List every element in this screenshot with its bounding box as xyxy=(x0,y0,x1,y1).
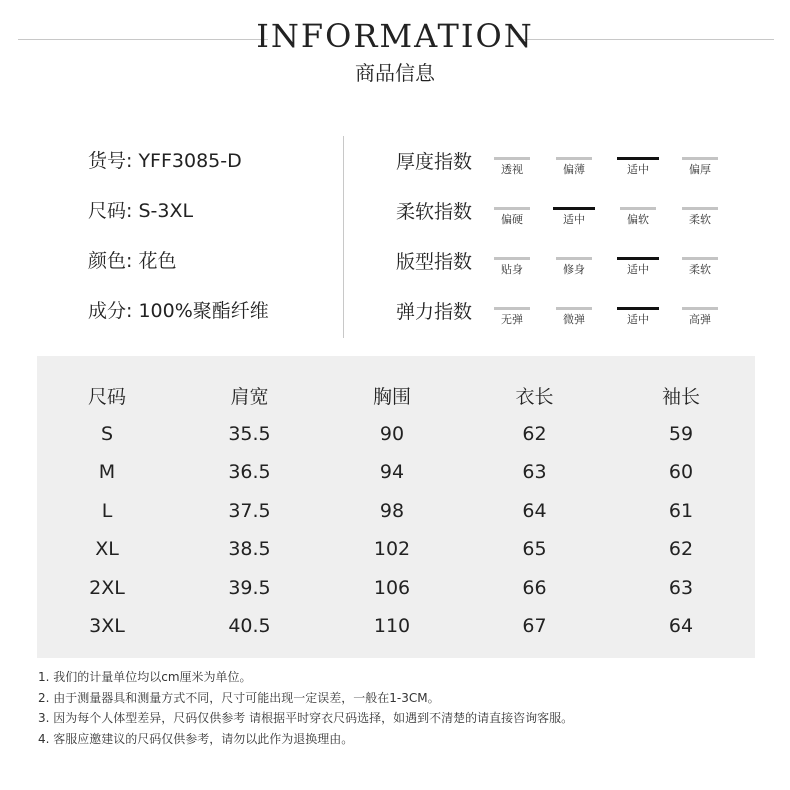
table-cell: 60 xyxy=(668,461,694,484)
index-option xyxy=(556,157,592,177)
info-label: 尺码: xyxy=(88,200,133,222)
index-option-label: 适中 xyxy=(563,213,585,226)
index-option xyxy=(620,207,656,227)
index-option-label: 贴身 xyxy=(501,263,523,276)
table-cell: S xyxy=(100,422,114,445)
index-option-bar xyxy=(620,207,656,210)
index-option xyxy=(494,307,530,327)
index-option-bar xyxy=(553,207,595,210)
note-item: 2. 由于测量器具和测量方式不同，尺寸可能出现一定误差，一般在1-3CM。 xyxy=(38,690,440,705)
title-english: INFORMATION xyxy=(256,17,534,55)
info-value: S-3XL xyxy=(138,200,194,222)
index-option-label: 适中 xyxy=(627,313,649,326)
index-option xyxy=(682,307,718,327)
table-row xyxy=(37,530,755,569)
index-label: 版型指数 xyxy=(396,251,473,273)
index-option-bar xyxy=(682,207,718,210)
info-label: 货号: xyxy=(88,150,133,172)
table-cell: 64 xyxy=(522,499,547,522)
table-cell: 94 xyxy=(379,461,405,484)
index-option xyxy=(556,257,592,277)
info-value: YFF3085-D xyxy=(138,150,242,172)
index-option-label: 适中 xyxy=(627,163,649,176)
size-chart-panel xyxy=(37,356,755,658)
index-option-bar xyxy=(617,257,659,260)
index-option-label: 透视 xyxy=(501,163,523,176)
index-option-bar xyxy=(556,257,592,260)
index-option-label: 适中 xyxy=(627,263,649,276)
info-label: 成分: xyxy=(88,300,133,322)
index-option xyxy=(494,257,530,277)
table-cell: L xyxy=(101,499,113,522)
table-cell: 63 xyxy=(668,576,694,599)
title-chinese: 商品信息 xyxy=(355,61,435,85)
index-option-bar xyxy=(494,257,530,260)
table-cell: 64 xyxy=(668,615,694,638)
size-chart-table xyxy=(37,376,755,646)
index-option xyxy=(620,307,656,327)
index-option-label: 偏硬 xyxy=(501,213,523,226)
index-option-label: 柔软 xyxy=(689,213,711,226)
table-cell: 39.5 xyxy=(228,576,271,599)
index-option xyxy=(682,257,718,277)
info-row-composition xyxy=(88,296,269,346)
table-cell: XL xyxy=(95,538,119,561)
index-option xyxy=(556,207,592,227)
index-option-label: 柔软 xyxy=(689,263,711,276)
index-option-label: 高弹 xyxy=(689,313,711,326)
index-option-bar xyxy=(617,157,659,160)
index-label: 柔软指数 xyxy=(396,201,473,223)
index-option-bar xyxy=(494,307,530,310)
index-option xyxy=(682,157,718,177)
note-item: 3. 因为每个人体型差异，尺码仅供参考 请根据平时穿衣尺码选择，如遇到不清楚的请直接咨询客服。 xyxy=(38,711,574,725)
table-cell: 66 xyxy=(522,576,547,599)
table-cell: 106 xyxy=(373,576,411,599)
index-option-label: 微弹 xyxy=(563,313,585,326)
index-option xyxy=(682,207,718,227)
index-option-label: 偏厚 xyxy=(689,163,711,176)
table-cell: 98 xyxy=(379,499,405,522)
index-option-label: 无弹 xyxy=(501,313,523,326)
column-header-shoulder: 肩宽 xyxy=(230,385,269,408)
index-option xyxy=(494,207,530,227)
info-row-size xyxy=(88,196,269,246)
index-option-label: 偏软 xyxy=(627,213,649,226)
table-cell: 65 xyxy=(522,538,547,561)
note-item: 4. 客服应邀建议的尺码仅供参考，请勿以此作为退换理由。 xyxy=(38,731,354,746)
index-option-bar xyxy=(494,157,530,160)
table-cell: 62 xyxy=(668,538,694,561)
product-info-list xyxy=(88,146,269,346)
table-cell: M xyxy=(98,461,116,484)
table-cell: 110 xyxy=(373,615,411,638)
column-header-sleeve: 袖长 xyxy=(661,385,700,408)
index-option-bar xyxy=(682,307,718,310)
note-item: 1. 我们的计量单位均以cm厘米为单位。 xyxy=(38,670,252,684)
info-label: 颜色: xyxy=(88,250,133,272)
index-option-bar xyxy=(617,307,659,310)
table-cell: 59 xyxy=(668,422,694,445)
index-option-label: 偏薄 xyxy=(563,163,585,176)
index-option-bar xyxy=(682,257,718,260)
table-cell: 37.5 xyxy=(228,499,271,522)
index-option-bar xyxy=(494,207,530,210)
info-row-item-number xyxy=(88,146,269,196)
table-cell: 61 xyxy=(668,499,694,522)
index-option-bar xyxy=(556,307,592,310)
table-cell: 40.5 xyxy=(228,615,271,638)
vertical-divider xyxy=(343,136,344,338)
table-cell: 63 xyxy=(522,461,547,484)
table-row xyxy=(37,569,755,608)
info-value: 花色 xyxy=(138,250,177,272)
index-option xyxy=(620,157,656,177)
table-cell: 35.5 xyxy=(228,422,271,445)
table-row xyxy=(37,607,755,646)
table-row xyxy=(37,453,755,492)
table-cell: 62 xyxy=(522,422,547,445)
index-option xyxy=(494,157,530,177)
index-option xyxy=(620,257,656,277)
table-cell: 90 xyxy=(379,422,405,445)
index-option-label: 修身 xyxy=(563,263,585,276)
notes-list xyxy=(38,667,573,749)
table-row xyxy=(37,415,755,454)
table-cell: 102 xyxy=(373,538,411,561)
column-header-length: 衣长 xyxy=(515,385,554,408)
index-option-bar xyxy=(556,157,592,160)
table-cell: 67 xyxy=(522,615,547,638)
table-row xyxy=(37,492,755,531)
table-cell: 3XL xyxy=(89,615,125,638)
column-header-chest: 胸围 xyxy=(372,385,411,408)
index-label: 厚度指数 xyxy=(396,151,473,173)
column-header-size: 尺码 xyxy=(87,385,126,408)
table-header-row xyxy=(37,376,755,415)
table-cell: 38.5 xyxy=(228,538,271,561)
table-cell: 2XL xyxy=(89,576,125,599)
index-label: 弹力指数 xyxy=(396,301,473,323)
table-cell: 36.5 xyxy=(228,461,271,484)
index-option-bar xyxy=(682,157,718,160)
info-row-color xyxy=(88,246,269,296)
info-value: 100%聚酯纤维 xyxy=(138,300,269,322)
index-option xyxy=(556,307,592,327)
